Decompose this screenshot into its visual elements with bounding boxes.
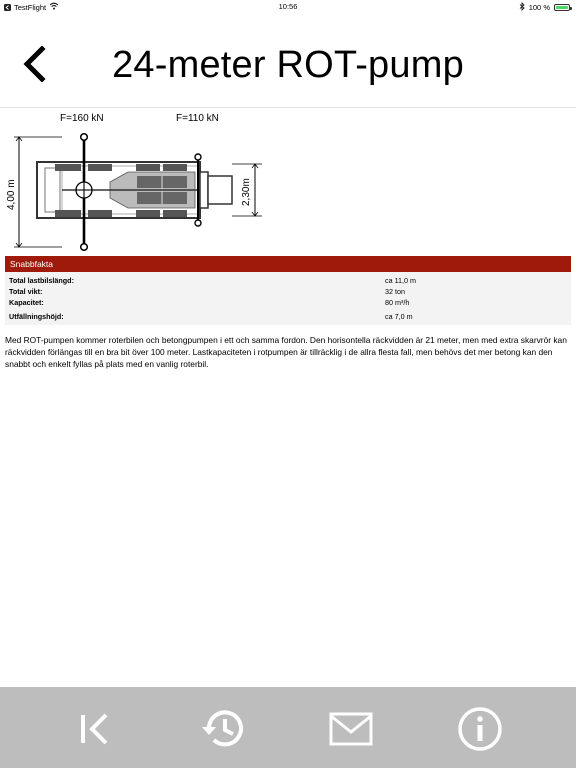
force-front-label: F=160 kN bbox=[60, 113, 104, 124]
battery-percent: 100 % bbox=[528, 3, 550, 12]
fact-value: 32 ton bbox=[385, 287, 405, 296]
fact-label: Total vikt: bbox=[9, 287, 43, 296]
page-title: 24-meter ROT-pump bbox=[112, 44, 464, 86]
history-icon bbox=[200, 707, 248, 751]
fact-label: Utfällningshöjd: bbox=[9, 311, 64, 321]
quick-facts-title: Snabbfakta bbox=[5, 256, 571, 272]
truck-drawing bbox=[37, 134, 232, 251]
battery-level bbox=[556, 6, 568, 9]
nav-header bbox=[0, 14, 576, 108]
table-row bbox=[5, 308, 571, 325]
fact-label: Total lastbilslängd: bbox=[9, 276, 74, 285]
status-bar bbox=[0, 0, 576, 14]
fact-label: Kapacitet: bbox=[9, 298, 44, 307]
mail-button[interactable] bbox=[327, 705, 375, 753]
bottom-toolbar bbox=[0, 687, 576, 768]
quick-facts bbox=[5, 256, 571, 325]
width-dimension bbox=[232, 164, 262, 216]
quick-facts-table bbox=[5, 272, 571, 325]
vehicle-width-label: 2,30m bbox=[241, 178, 252, 206]
description-text: Med ROT-pumpen kommer roterbilen och betongpumpen i ett och samma fordon. Den horisontella räckvidden är 21 meter, men med extra skarvrör kan räckvidden förlängas till en bra bit över 100 meter. Lastkapaciteten i rotpumpen är tillräcklig i de allra flesta fall, men behövs det mer betong kan den snabbt och enkelt fyllas på plats med en vanlig roterbil. bbox=[5, 335, 567, 369]
info-icon bbox=[457, 706, 503, 752]
status-time: 10:56 bbox=[278, 2, 298, 11]
info-button[interactable] bbox=[456, 705, 504, 753]
bluetooth-icon bbox=[519, 2, 525, 13]
back-to-start-icon bbox=[78, 712, 112, 746]
table-row bbox=[5, 286, 571, 297]
battery-icon bbox=[554, 4, 570, 11]
table-row bbox=[5, 297, 571, 308]
pump-diagram bbox=[0, 110, 290, 256]
outrigger-span-label: 4,00 m bbox=[6, 179, 17, 210]
back-to-start-button[interactable] bbox=[71, 705, 119, 753]
fact-value: 80 m³/h bbox=[385, 298, 410, 307]
history-button[interactable] bbox=[200, 705, 248, 753]
mail-icon bbox=[329, 712, 373, 746]
table-row bbox=[5, 272, 571, 286]
back-to-app-label[interactable]: TestFlight bbox=[14, 2, 47, 12]
fact-value: ca 11,0 m bbox=[385, 276, 417, 285]
fact-value: ca 7,0 m bbox=[385, 311, 413, 321]
force-rear-label: F=110 kN bbox=[176, 113, 219, 124]
status-right bbox=[519, 2, 570, 13]
